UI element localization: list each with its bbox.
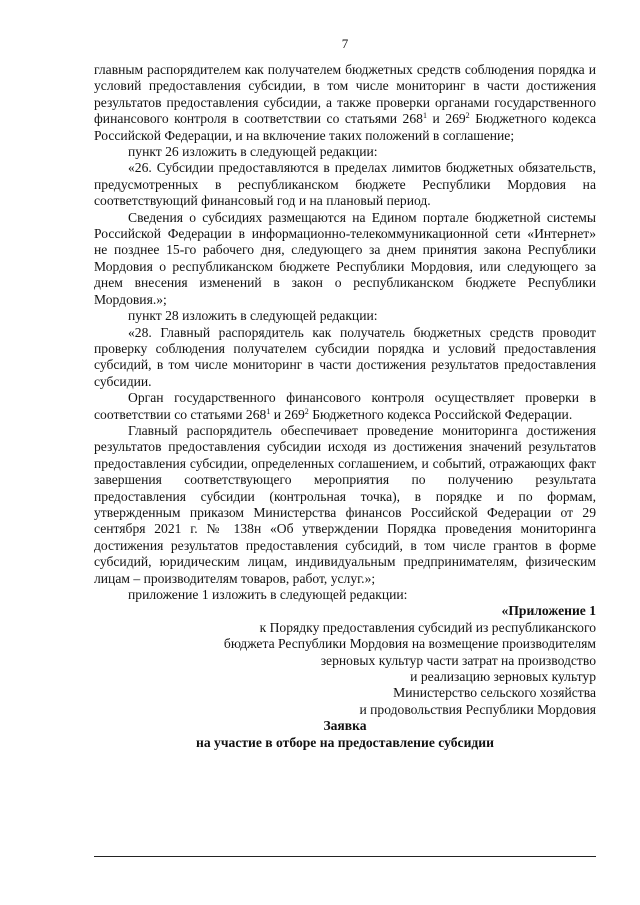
paragraph: Главный распорядитель обеспечивает проведение мониторинга достижения результатов предоставления субсидии исходя из достижения значений результатов предоставления субсидии, определенных соглашением, и событий, отражающих факт завершения соответствующего мероприятия по получению результата предоставления субсидии (контрольная точка), в порядке и по формам, утвержденным приказом Министерства финансов Российской Федерации от 29 сентября 2021 г. № 138н «Об утверждении Порядка проведения мониторинга достижения результатов предоставления субсидий, в том числе грантов в форме субсидий, юридическим лицам, индивидуальным предпринимателям, физическим лицам – производителям товаров, работ, услуг.»; [94, 422, 596, 586]
paragraph: приложение 1 изложить в следующей редакции: [128, 587, 408, 602]
paragraph: «28. Главный распорядитель как получатель бюджетных средств проводит проверку соблюдения получателем субсидии порядка и условий предоставления субсидий, в том числе мониторинг в части достижения результатов предоставления субсидии. [94, 324, 596, 389]
appendix-line: бюджета Республики Мордовия на возмещение производителям [223, 636, 596, 652]
paragraph: «26. Субсидии предоставляются в пределах лимитов бюджетных обязательств, предусмотренных в республиканском бюджете Республики Мордовия на соответствующий финансовый год и на плановый период. [94, 160, 596, 209]
horizontal-rule [94, 856, 596, 857]
paragraph: пункт 28 изложить в следующей редакции: [128, 308, 378, 324]
paragraph: Сведения о субсидиях размещаются на Едином портале бюджетной системы Российской Федерации в информационно-телекоммуникационной сети «Интернет» не позднее 15-го рабочего дня, следующего за днем принятия закона Республики Мордовия о республиканском бюджете Республики Мордовия, или следующего за днем внесения изменений в закон о республиканском бюджете Республики Мордовия.»; [94, 209, 596, 307]
appendix-title: «Приложение 1 [501, 603, 596, 619]
form-title: Заявка [323, 718, 367, 734]
paragraph: главным распорядителем как получателем бюджетных средств соблюдения порядка и условий предоставления субсидии, в том числе мониторинг в части достижения результатов предоставления субсидии, а также проверки органами государственного финансового контроля в соответствии со статьями $268^1$ и $269^2$ Бюджетного кодекса Российской Федерации, и на включение таких положений в соглашение; [94, 62, 596, 143]
paragraph: пункт 26 изложить в следующей редакции: [128, 144, 378, 160]
appendix-line: и продовольствия Республики Мордовия [359, 701, 596, 717]
document-body [94, 62, 596, 603]
appendix-header [94, 603, 596, 718]
paragraph: Орган государственного финансового контроля осуществляет проверки в соответствии со статьями $268^1$ и $269^2$ Бюджетного кодекса Российской Федерации. [94, 390, 596, 422]
appendix-line: Министерство сельского хозяйства [393, 685, 596, 701]
form-subtitle: на участие в отборе на предоставление субсидии [196, 734, 494, 750]
appendix-line: к Порядку предоставления субсидий из республиканского [259, 619, 596, 635]
appendix-line: и реализацию зерновых культур [410, 669, 596, 685]
appendix-line: зерновых культур части затрат на производство [320, 652, 596, 668]
page-number: 7 [341, 36, 349, 51]
